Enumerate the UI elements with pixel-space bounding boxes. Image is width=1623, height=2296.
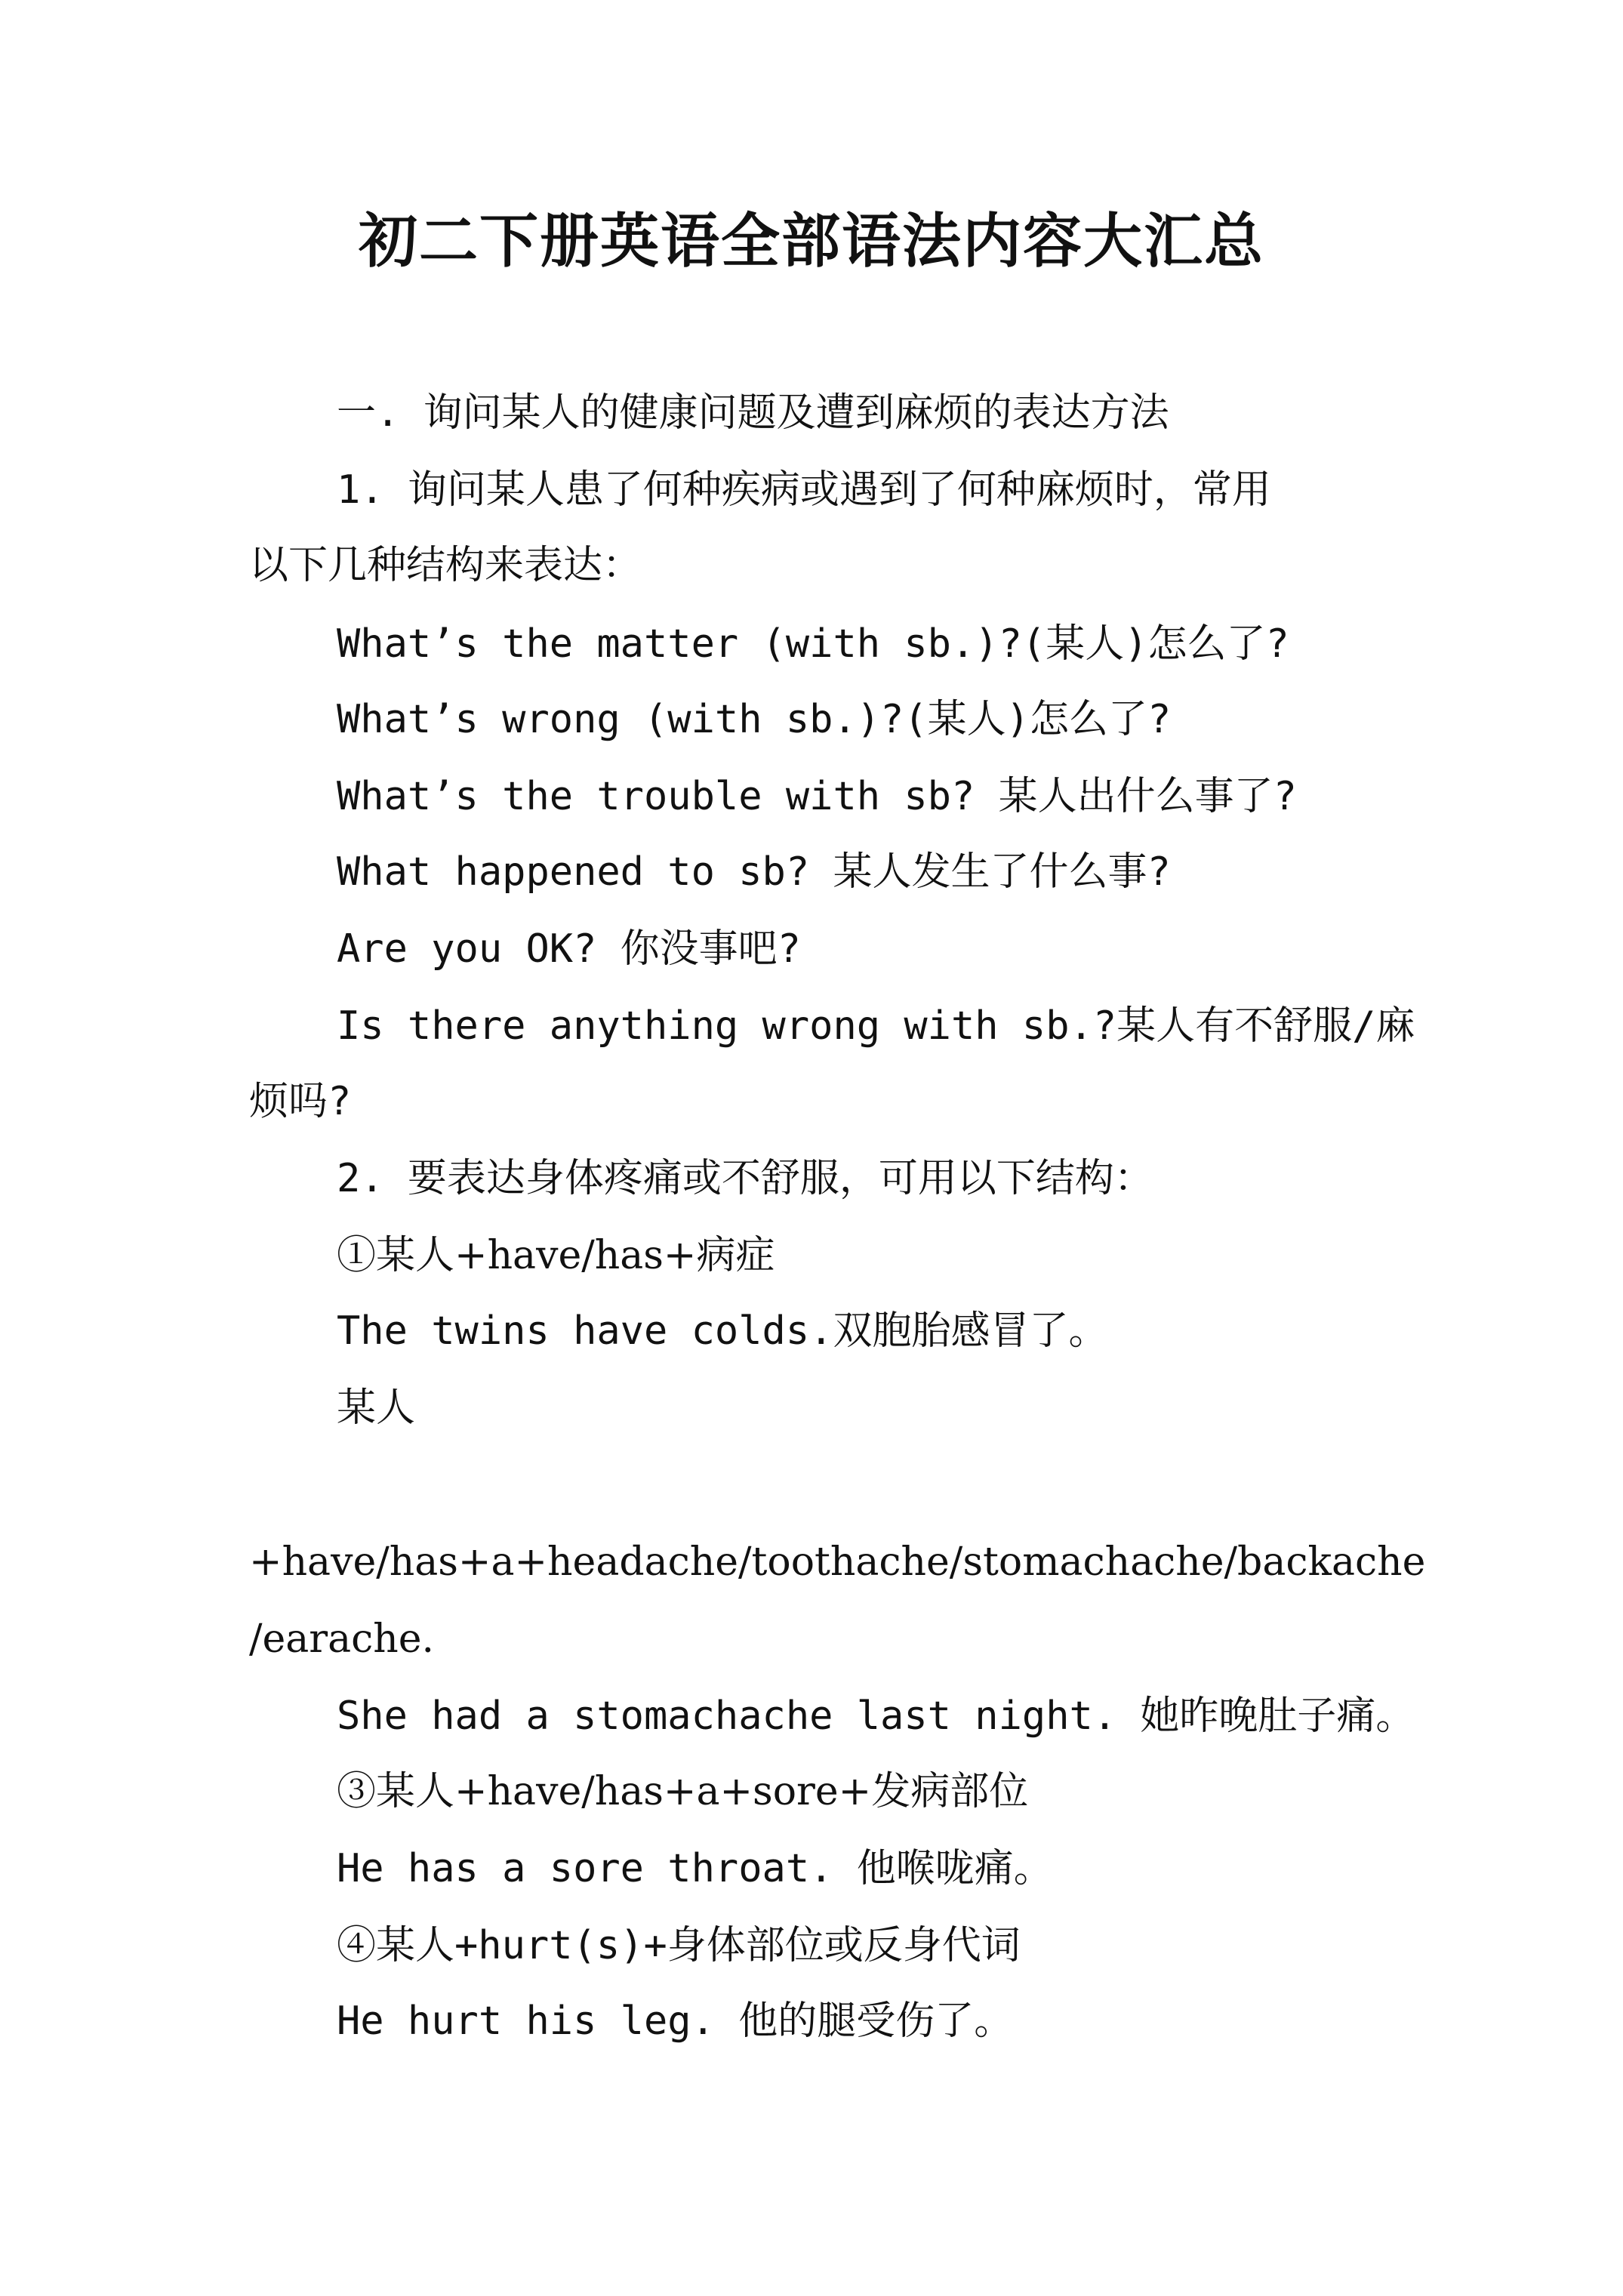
structure-item: 某人 (337, 1385, 416, 1431)
structure-item: ③某人+have/has+a+sore+发病部位 (337, 1769, 1029, 1814)
paragraph-line: 以下几种结构来表达： (249, 543, 642, 588)
example-sentence: She had a stomachache last night. 她昨晚肚子痛。 (337, 1693, 1415, 1739)
structure-item: /earache. (249, 1616, 435, 1662)
structure-item: ①某人+have/has+病症 (337, 1233, 775, 1278)
example-sentence: He hurt his leg. 他的腿受伤了。 (337, 1999, 1014, 2044)
example-sentence: Are you OK? 你没事吧? (337, 926, 801, 972)
example-sentence: What’s the trouble with sb? 某人出什么事了? (337, 774, 1297, 819)
example-sentence: What’s wrong (with sb.)?(某人)怎么了? (337, 697, 1172, 742)
paragraph-line: 烦吗? (249, 1079, 352, 1124)
example-sentence: The twins have colds.双胞胎感冒了。 (337, 1308, 1108, 1354)
example-sentence: He has a sore throat. 他喉咙痛。 (337, 1846, 1053, 1891)
example-sentence: What’s the matter (with sb.)?(某人)怎么了? (337, 621, 1289, 667)
structure-item: +have/has+a+headache/toothache/stomachache/backache (249, 1539, 1426, 1585)
document-title: 初二下册英语全部语法内容大汇总 (358, 207, 1264, 276)
paragraph-line: 2. 要表达身体疼痛或不舒服，可用以下结构： (337, 1156, 1153, 1201)
example-sentence: What happened to sb? 某人发生了什么事? (337, 849, 1171, 895)
paragraph-line: 1. 询问某人患了何种疾病或遇到了何种麻烦时，常用 (337, 467, 1271, 513)
structure-item: ④某人+hurt(s)+身体部位或反身代词 (337, 1923, 1021, 1968)
example-sentence: Is there anything wrong with sb.?某人有不舒服/麻 (337, 1003, 1415, 1049)
section-heading: 一. 询问某人的健康问题及遭到麻烦的表达方法 (337, 390, 1169, 436)
